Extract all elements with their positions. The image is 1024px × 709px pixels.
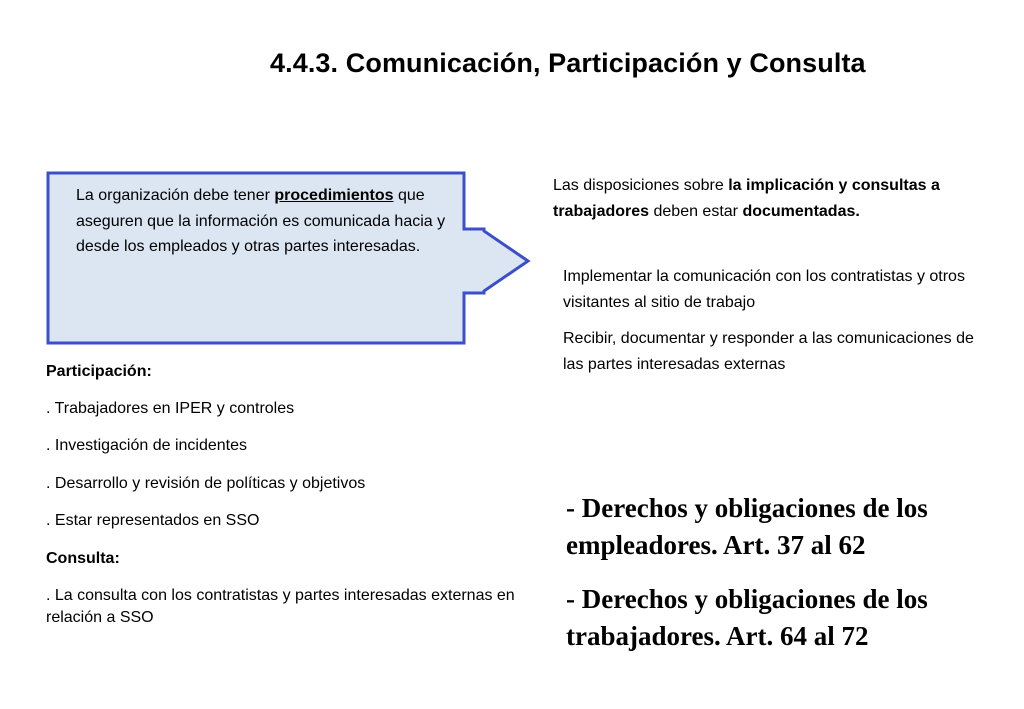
disposiciones-emphasis: documentadas. [742, 202, 860, 220]
participacion-item: . Trabajadores en IPER y controles [46, 399, 295, 417]
laws-list [566, 490, 1006, 672]
disposiciones-part: deben estar [649, 202, 743, 220]
consulta-item: . La consulta con los contratistas y partes interesadas externas en relación a SSO [46, 587, 515, 626]
participation-consultation-list [46, 362, 566, 647]
participacion-heading: Participación: [46, 363, 152, 380]
disposiciones-text [553, 173, 973, 224]
communication-item: Recibir, documentar y responder a las comunicaciones de las partes interesadas externas [563, 330, 974, 373]
disposiciones-emphasis: la implicación y consultas a trabajadores [553, 177, 940, 220]
callout-emphasis: procedimientos [274, 187, 394, 204]
consulta-heading: Consulta: [46, 549, 120, 567]
callout-text-part: La organización debe tener [76, 187, 275, 204]
disposiciones-part: Las disposiciones sobre [553, 177, 729, 194]
callout-arrow-box [46, 171, 534, 347]
communication-list [563, 264, 983, 388]
participacion-item: . Desarrollo y revisión de políticas y objetivos [46, 474, 366, 492]
page-title: 4.4.3. Comunicación, Participación y Consulta [270, 48, 866, 78]
callout-text-part: que aseguren que la información es comunicada hacia y desde los empleados y otras partes interesadas. [76, 187, 446, 255]
callout-text [76, 183, 446, 260]
law-item: - Derechos y obligaciones de los empleadores. Art. 37 al 62 [566, 493, 928, 560]
participacion-item: . Investigación de incidentes [46, 437, 248, 454]
participacion-item: . Estar representados en SSO [46, 512, 260, 529]
communication-item: Implementar la comunicación con los contratistas y otros visitantes al sitio de trabajo [563, 268, 965, 311]
law-item: - Derechos y obligaciones de los trabajadores. Art. 64 al 72 [566, 584, 928, 651]
